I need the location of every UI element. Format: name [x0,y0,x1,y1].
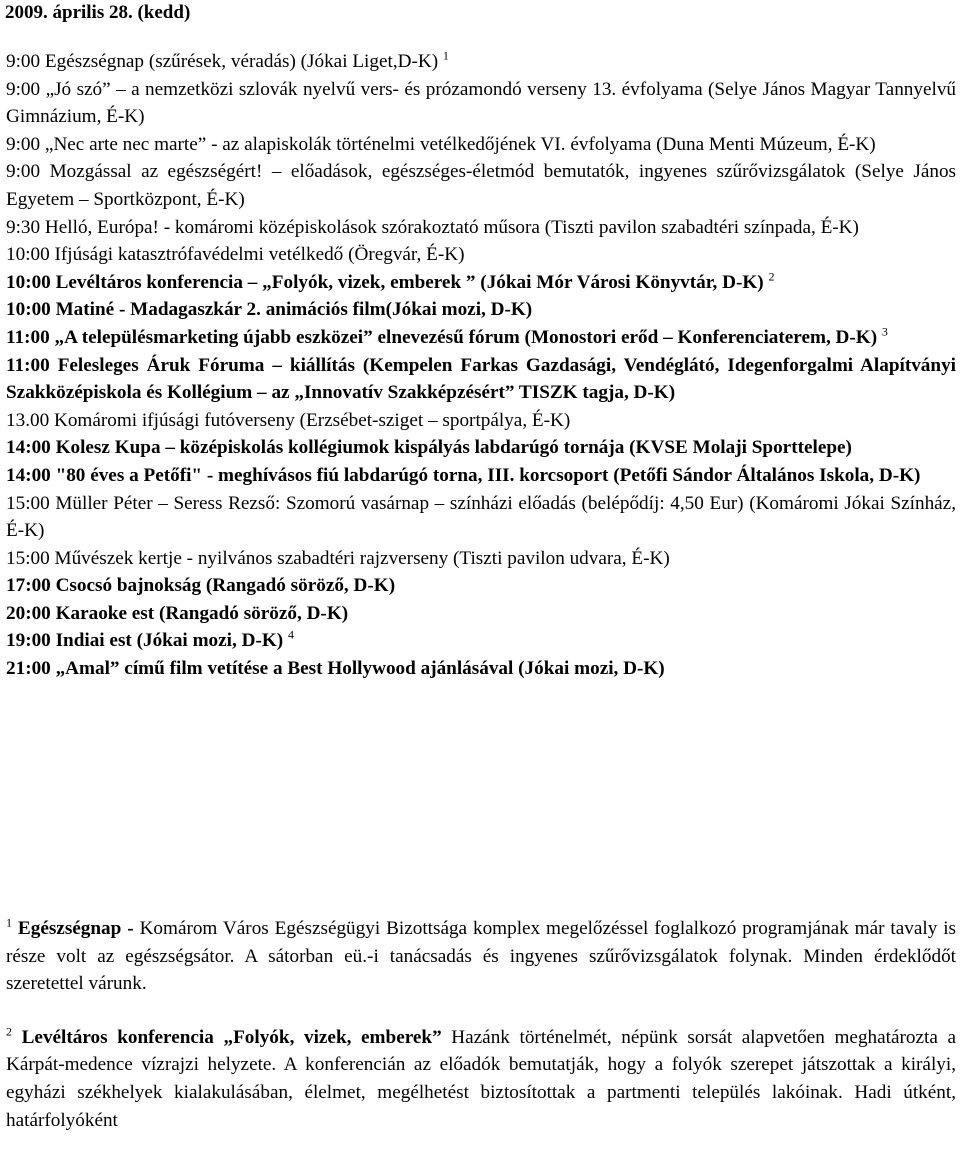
footnote-number: 2 [6,1024,12,1039]
footnote-title: Levéltáros konferencia „Folyók, vizek, emberek” [21,1026,442,1048]
event-text: Ifjúsági katasztrófavédelmi vetélkedő (Öregvár, É-K) [54,244,465,266]
footnote-number: 1 [6,915,12,930]
event-text: Müller Péter – Seress Rezső: Szomorú vasárnap – színházi előadás (belépődíj: 4,50 Eur) (Komáromi Jókai Színház, É-K) [6,492,956,542]
footnote [6,915,956,998]
event-text: Művészek kertje - nyilvános szabadtéri rajzverseny (Tiszti pavilon udvara, É-K) [54,547,670,569]
footnote-ref: 2 [768,269,775,284]
footnote-text: Komárom Város Egészségügyi Bizottsága komplex megelőzéssel foglalkozó programjának már tavaly is része volt az egészségsátor. A sátorban eü.-i tanácsadás és ingyenes szűrővizsgálatok folynak. Minden érdeklődőt szeretettel várunk. [6,918,957,995]
event-text: „Nec arte nec marte” - az alapiskolák történelmi vetélkedőjének VI. évfolyama (Duna Menti Múzeum, É-K) [44,133,876,155]
event-time: 17:00 [6,575,51,597]
event-time: 14:00 [6,437,51,459]
event-time: 11:00 [6,326,50,348]
event-item [6,490,956,545]
event-item [6,158,956,213]
event-time: 13.00 [6,409,50,431]
event-item [6,572,956,600]
event-time: 15:00 [6,492,50,514]
event-time: 10:00 [6,244,50,266]
event-time: 9:00 [6,133,41,155]
event-time: 9:30 [6,216,41,238]
footnotes [6,915,956,1160]
event-item [6,214,956,242]
footnote-title: Egészségnap - [17,918,134,939]
event-text: Levéltáros konferencia – „Folyók, vizek, emberek ” (Jókai Mór Városi Könyvtár, D-K) [55,271,764,293]
event-text: Matiné - Madagaszkár 2. animációs film(Jókai mozi, D-K) [55,299,533,321]
event-item [6,241,956,269]
event-text: Komáromi ifjúsági futóverseny (Erzsébet-sziget – sportpálya, É-K) [53,409,571,431]
event-text: Mozgással az egészségért! – előadások, egészséges-életmód bemutatók, ingyenes szűrővizsgálatok (Selye János Egyetem – Sportközpont, É-K) [6,161,957,210]
event-item [6,48,956,76]
event-text: Helló, Európa! - komáromi középiskolások szórakoztató műsora (Tiszti pavilon szabadtéri színpada, É-K) [44,216,859,238]
event-text: „Jó szó” – a nemzetközi szlovák nyelvű vers- és prózamondó verseny 13. évfolyama (Selye János Magyar Tannyelvű Gimnázium, É-K) [6,78,957,128]
event-item [6,407,956,435]
date-heading: 2009. április 28. (kedd) [5,2,191,23]
event-text: Indiai est (Jókai mozi, D-K) [55,630,284,652]
event-text: "80 éves a Petőfi" - meghívásos fiú labdarúgó torna, III. korcsoport (Petőfi Sándor Általános Iskola, D-K) [55,464,921,486]
event-time: 9:00 [6,161,41,183]
event-time: 11:00 [6,354,50,376]
footnote [6,1024,956,1134]
event-item [6,462,956,490]
event-item [6,627,956,655]
event-text: Kolesz Kupa – középiskolás kollégiumok kispályás labdarúgó tornája (KVSE Molaji Sporttelepe) [55,437,852,459]
event-time: 15:00 [6,547,50,569]
event-time: 10:00 [6,299,51,321]
event-item [6,545,956,573]
event-item [6,76,956,131]
event-text: Egészségnap (szűrések, véradás) (Jókai Liget,D-K) [44,51,439,72]
event-item [6,296,956,324]
event-time: 19:00 [6,630,51,652]
event-text: Felesleges Áruk Fóruma – kiállítás (Kempelen Farkas Gazdasági, Vendéglátó, Idegenforgalmi Alapítványi Szakközépiskola és Kollégium – az „Innovatív Szakképzésért” TISZK tagja, D-K) [6,354,956,404]
event-item [6,655,956,683]
event-item [6,352,956,407]
event-time: 14:00 [6,464,51,486]
event-text: „Amal” című film vetítése a Best Hollywood ajánlásával (Jókai mozi, D-K) [55,658,665,680]
footnote-ref: 4 [287,628,294,643]
event-text: Csocsó bajnokság (Rangadó söröző, D-K) [55,575,396,597]
event-time: 9:00 [6,78,41,100]
event-time: 20:00 [6,602,51,624]
event-item [6,434,956,462]
footnote-text: Hazánk történelmét, népünk sorsát alapvetően meghatározta a Kárpát-medence vízrajzi helyzete. A konferencián az előadók bemutatják, hogy a folyók szerepet játszottak a királyi, egyházi székhelyek kialakulásában, élelmet, megélhetést biztosítottak a partmenti település lakóinak. Hadi útként, határfolyóként [6,1026,956,1131]
event-time: 9:00 [6,51,41,72]
event-text: Karaoke est (Rangadó söröző, D-K) [55,602,349,624]
event-time: 10:00 [6,271,51,293]
footnote-ref: 3 [881,324,888,339]
event-item [6,131,956,159]
event-list [6,48,956,683]
event-item [6,269,956,297]
footnote-ref: 1 [442,48,449,63]
event-item [6,324,956,352]
event-time: 21:00 [6,658,51,680]
event-text: „A településmarketing újabb eszközei” elnevezésű fórum (Monostori erőd – Konferenciaterem, D-K) [54,326,878,348]
event-item [6,600,956,628]
